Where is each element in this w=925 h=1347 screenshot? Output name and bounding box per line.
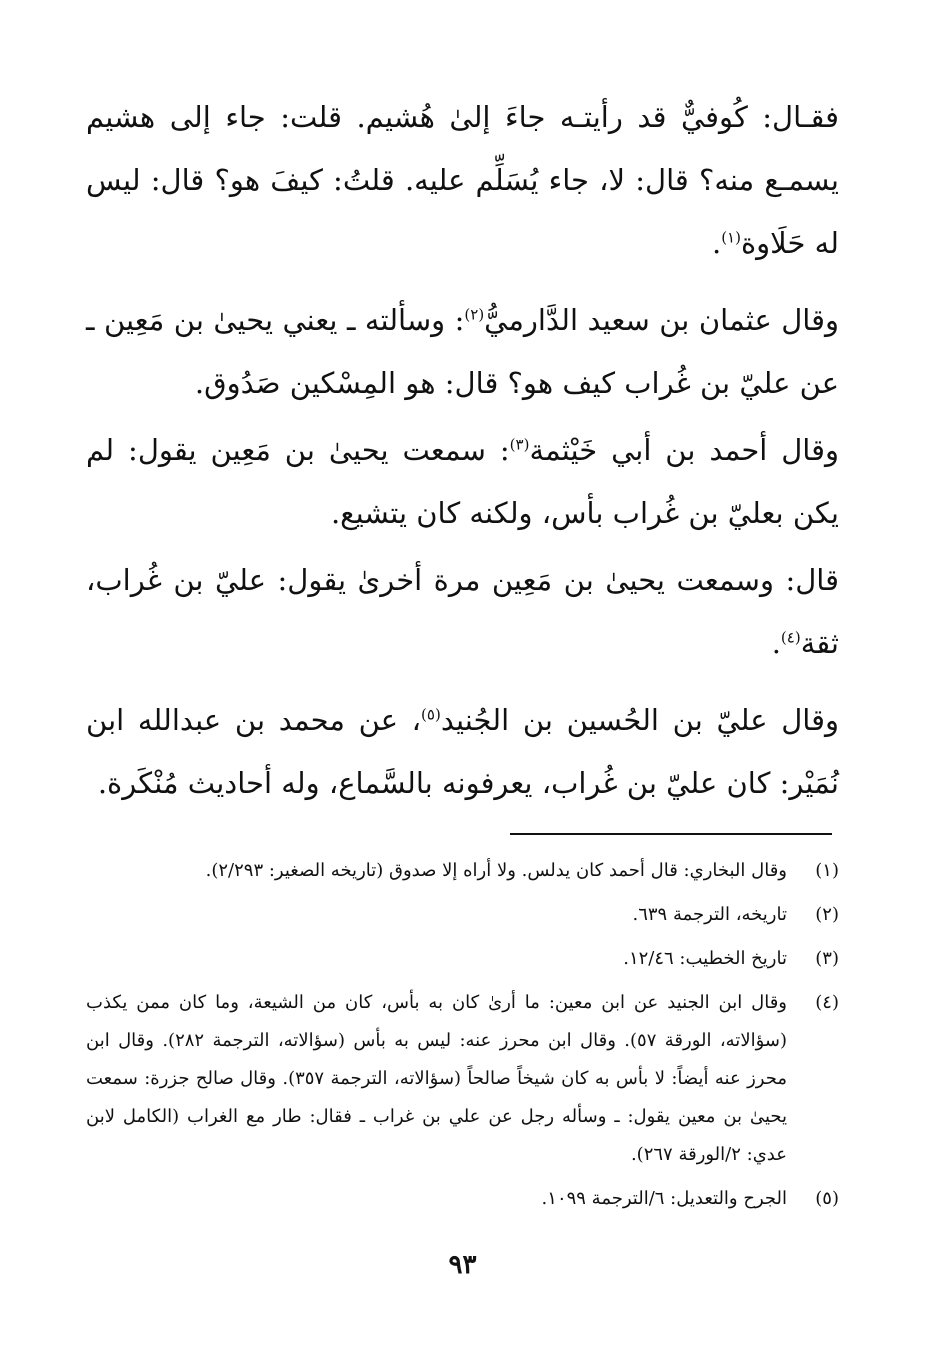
footnote-ref-4[interactable]: (٤)	[780, 628, 801, 647]
footnote-ref-5[interactable]: (٥)	[421, 705, 441, 724]
paragraph-5: وقال عليّ بن الحُسين بن الجُنيد$^{(٥)}$، عن محمد بن عبدالله ابن نُمَيْر: كان عليّ بن غُراب، يعرفونه بالسَّماع، وله أحاديث مُنْكَرة.	[86, 703, 839, 800]
page-number: ٩٣	[448, 1250, 477, 1280]
paragraph-1: فقـال: كُوفيٌّ قد رأيتـه جاءَ إلىٰ هُشيم. قلت: جاء إلى هشيم يسمـع منه؟ قال: لا، جاء يُسَلِّم عليه. قلتُ: كيفَ هو؟ قال: ليس له حَلَاوة$^{(١)}$.	[86, 100, 839, 260]
paragraph-3: وقال أحمد بن أبي خَيْثمة$^{(٣)}$: سمعت يحيىٰ بن مَعِين يقول: لم يكن بعليّ بن غُراب بأس، ولكنه كان يتشيع.	[86, 433, 839, 530]
footnote-text: تاريخه، الترجمة ٦٣٩.	[632, 904, 787, 925]
paragraph-4: قال: وسمعت يحيىٰ بن مَعِين مرة أخرىٰ يقول: عليّ بن غُراب، ثقة$^{(٤)}$.	[86, 563, 839, 660]
footnote-4	[86, 984, 839, 1174]
footnote-number: (١)	[815, 860, 839, 881]
footnote-ref-3[interactable]: (٣)	[509, 435, 530, 454]
footnote-number: (٤)	[815, 992, 839, 1013]
footnote-text: وقال البخاري: قال أحمد كان يدلس. ولا أراه إلا صدوق (تاريخه الصغير: ٢/٢٩٣).	[205, 860, 787, 881]
footnote-ref-1[interactable]: (١)	[721, 228, 741, 247]
footnote-separator	[510, 833, 832, 835]
footnote-ref-2[interactable]: (٢)	[464, 305, 485, 324]
footnote-3	[86, 940, 839, 978]
footnotes	[86, 852, 839, 1224]
footnote-text: الجرح والتعديل: ٦/الترجمة ١٠٩٩.	[541, 1188, 787, 1209]
footnote-text: وقال ابن الجنيد عن ابن معين: ما أرىٰ كان به بأس، كان من الشيعة، وما كان ممن يكذب (سؤالاته، الورقة ٥٧). وقال ابن محرز عنه: ليس به بأس (سؤالاته، الترجمة ٢٨٢). وقال ابن محرز عنه أيضاً: لا بأس به كان شيخاً صالحاً (سؤالاته، الترجمة ٣٥٧). وقال صالح جزرة: سمعت يحيىٰ بن معين يقول: ـ وسأله رجل عن علي بن غراب ـ فقال: طار مع الغراب (الكامل لابن عدي: ٢/الورقة ٢٦٧).	[86, 992, 787, 1165]
footnote-number: (٢)	[815, 904, 839, 925]
footnote-5	[86, 1180, 839, 1218]
footnote-1	[86, 852, 839, 890]
footnote-number: (٣)	[815, 948, 839, 969]
main-text	[86, 86, 839, 815]
paragraph-2: وقال عثمان بن سعيد الدَّارميُّ$^{(٢)}$: وسألته ـ يعني يحيىٰ بن مَعِين ـ عن عليّ بن غُراب كيف هو؟ قال: هو المِسْكين صَدُوق.	[86, 303, 839, 400]
footnote-number: (٥)	[815, 1188, 839, 1209]
footnote-text: تاريخ الخطيب: ١٢/٤٦.	[623, 948, 787, 969]
footnote-2	[86, 896, 839, 934]
